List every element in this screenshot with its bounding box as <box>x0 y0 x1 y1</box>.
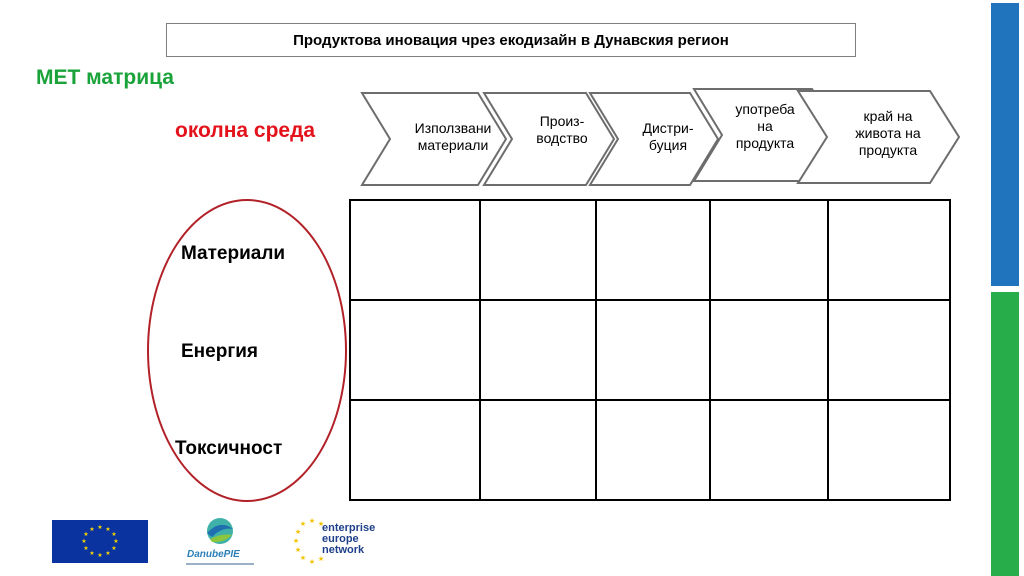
svg-text:★: ★ <box>294 528 302 536</box>
svg-text:★: ★ <box>111 545 117 552</box>
svg-text:★: ★ <box>308 558 316 566</box>
met-matrix-grid <box>349 199 951 501</box>
svg-text:★: ★ <box>89 550 95 557</box>
criteria-energy: Енергия <box>181 341 259 362</box>
stage-label-materials: Използвани материали <box>414 120 492 153</box>
matrix-cell <box>480 300 596 400</box>
criteria-materials: Материали <box>181 243 286 264</box>
stage-label-distribution: Дистри- буция <box>642 120 694 153</box>
criteria-toxicity: Токсичност <box>175 438 283 459</box>
environment-label: околна среда <box>175 119 316 142</box>
matrix-cell <box>350 400 480 500</box>
matrix-row-energy <box>350 300 950 400</box>
matrix-cell <box>350 200 480 300</box>
danube-pie-logo <box>176 515 264 571</box>
matrix-cell <box>828 300 950 400</box>
slide-title: Продуктова иновация чрез екодизайн в Дунавския регион <box>166 23 856 57</box>
svg-text:★: ★ <box>113 538 119 545</box>
matrix-row-toxicity <box>350 400 950 500</box>
matrix-cell <box>828 200 950 300</box>
svg-text:★: ★ <box>317 520 325 528</box>
svg-text:★: ★ <box>89 526 95 533</box>
svg-text:★: ★ <box>294 546 302 554</box>
matrix-cell <box>480 400 596 500</box>
svg-text:★: ★ <box>83 531 89 538</box>
svg-text:★: ★ <box>299 554 307 562</box>
stage-label-end-of-life: край на живота на продукта <box>855 108 921 158</box>
lifecycle-chevrons <box>0 0 990 200</box>
matrix-cell <box>350 300 480 400</box>
eu-flag-logo <box>52 520 148 563</box>
matrix-cell <box>828 400 950 500</box>
sidebar-accent-blue <box>991 3 1019 286</box>
matrix-cell <box>480 200 596 300</box>
sidebar-accent-green <box>991 292 1019 576</box>
svg-text:★: ★ <box>299 520 307 528</box>
matrix-cell <box>596 300 710 400</box>
een-logo-text: enterprise europe network <box>322 522 376 556</box>
svg-text:★: ★ <box>105 550 111 557</box>
matrix-cell <box>596 400 710 500</box>
met-matrix-heading: МЕТ матрица <box>36 66 174 89</box>
svg-text:★: ★ <box>317 555 325 563</box>
matrix-cell <box>710 400 828 500</box>
matrix-cell <box>710 300 828 400</box>
svg-text:★: ★ <box>105 526 111 533</box>
stage-label-use: употреба на продукта <box>735 101 795 151</box>
matrix-row-materials <box>350 200 950 300</box>
svg-text:★: ★ <box>308 517 316 525</box>
svg-text:★: ★ <box>292 537 300 545</box>
svg-text:★: ★ <box>97 524 103 531</box>
svg-text:★: ★ <box>97 552 103 559</box>
matrix-cell <box>596 200 710 300</box>
danube-pie-text: DanubePIE <box>187 549 240 560</box>
svg-text:★: ★ <box>111 531 117 538</box>
svg-text:★: ★ <box>83 545 89 552</box>
stage-label-production: Произ- водство <box>536 113 588 146</box>
svg-text:★: ★ <box>81 538 87 545</box>
matrix-cell <box>710 200 828 300</box>
